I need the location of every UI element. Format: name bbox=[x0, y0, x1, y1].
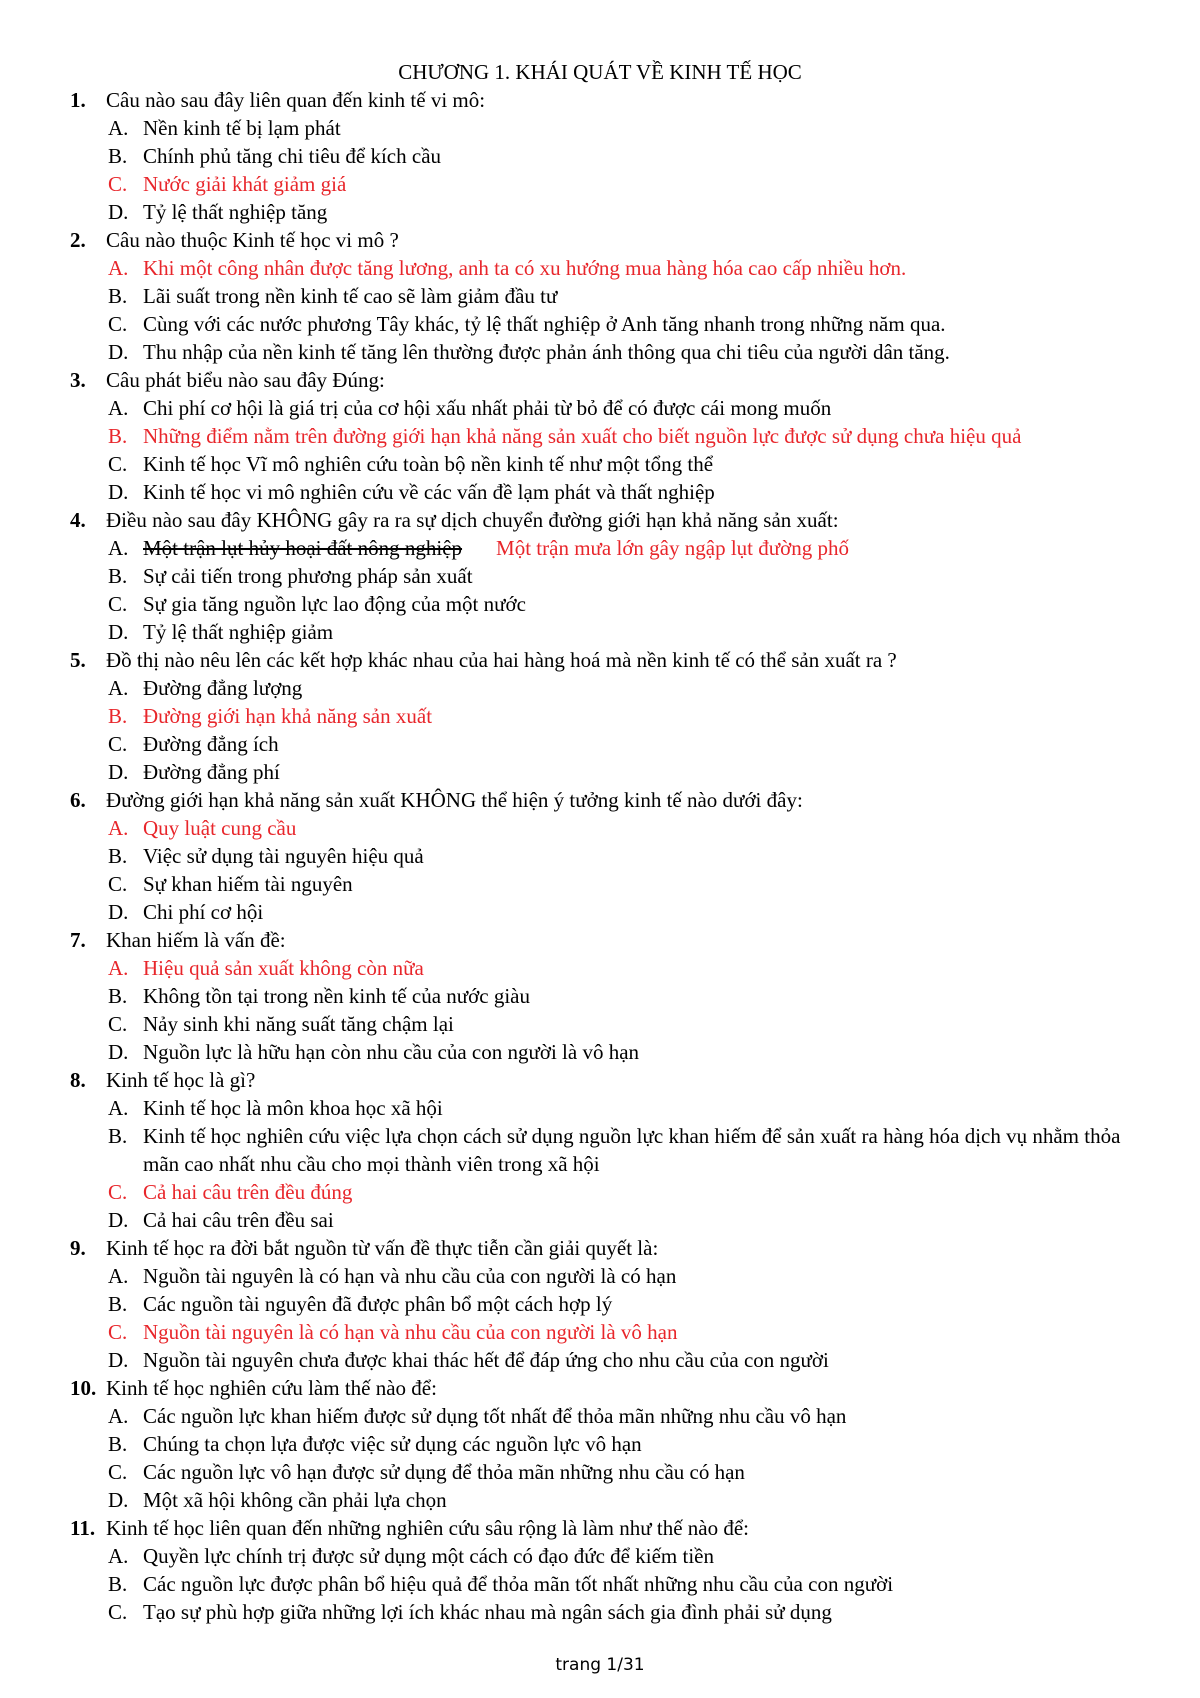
option-letter: A. bbox=[108, 256, 129, 280]
option-text: Tỷ lệ thất nghiệp tăng bbox=[143, 200, 328, 224]
option-letter: D. bbox=[108, 900, 129, 924]
question-number: 8. bbox=[70, 1068, 86, 1092]
option-letter: D. bbox=[108, 1348, 129, 1372]
option-5b-correct bbox=[70, 702, 1145, 730]
option-text: Việc sử dụng tài nguyên hiệu quả bbox=[143, 844, 424, 868]
option-letter: A. bbox=[108, 1096, 129, 1120]
option-text-correction: Một trận mưa lớn gây ngập lụt đường phố bbox=[496, 536, 849, 560]
chapter-title: CHƯƠNG 1. KHÁI QUÁT VỀ KINH TẾ HỌC bbox=[398, 60, 802, 84]
question-5 bbox=[70, 646, 1145, 674]
option-text: Nước giải khát giảm giá bbox=[143, 172, 347, 196]
option-letter: A. bbox=[108, 676, 129, 700]
option-2c bbox=[70, 310, 1145, 338]
option-text: Nguồn tài nguyên chưa được khai thác hết để đáp ứng cho nhu cầu của con người bbox=[143, 1348, 829, 1372]
option-text: Các nguồn tài nguyên đã được phân bổ một cách hợp lý bbox=[143, 1292, 613, 1316]
option-5d bbox=[70, 758, 1145, 786]
option-text: Nền kinh tế bị lạm phát bbox=[143, 116, 341, 140]
option-text: Hiệu quả sản xuất không còn nữa bbox=[143, 956, 424, 980]
option-text: Những điểm nằm trên đường giới hạn khả năng sản xuất cho biết nguồn lực được sử dụng chưa hiệu quả bbox=[143, 424, 1022, 448]
question-text: Khan hiếm là vấn đề: bbox=[106, 928, 286, 952]
option-1d bbox=[70, 198, 1145, 226]
option-text: Nguồn tài nguyên là có hạn và nhu cầu của con người là có hạn bbox=[143, 1264, 677, 1288]
option-text: Lãi suất trong nền kinh tế cao sẽ làm giảm đầu tư bbox=[143, 284, 558, 308]
option-9d bbox=[70, 1346, 1145, 1374]
option-9c-correct bbox=[70, 1318, 1145, 1346]
option-letter: C. bbox=[108, 1012, 128, 1036]
option-6b bbox=[70, 842, 1145, 870]
question-1 bbox=[70, 86, 1145, 114]
option-letter: D. bbox=[108, 1208, 129, 1232]
option-text: Quy luật cung cầu bbox=[143, 816, 297, 840]
option-text: Chi phí cơ hội bbox=[143, 900, 264, 924]
option-3a bbox=[70, 394, 1145, 422]
option-8b bbox=[70, 1122, 1145, 1178]
option-letter: D. bbox=[108, 760, 129, 784]
question-text: Kinh tế học nghiên cứu làm thế nào để: bbox=[106, 1376, 437, 1400]
option-text: Đường giới hạn khả năng sản xuất bbox=[143, 704, 433, 728]
question-text: Câu nào thuộc Kinh tế học vi mô ? bbox=[106, 228, 399, 252]
option-text: Sự cải tiến trong phương pháp sản xuất bbox=[143, 564, 473, 588]
question-text: Kinh tế học liên quan đến những nghiên cứu sâu rộng là làm như thế nào để: bbox=[106, 1516, 749, 1540]
question-7 bbox=[70, 926, 1145, 954]
option-9b bbox=[70, 1290, 1145, 1318]
option-text: Tỷ lệ thất nghiệp giảm bbox=[143, 620, 334, 644]
option-letter: B. bbox=[108, 844, 128, 868]
question-6 bbox=[70, 786, 1145, 814]
option-text: Các nguồn lực vô hạn được sử dụng để thỏa mãn những nhu cầu có hạn bbox=[143, 1460, 745, 1484]
option-text: Đường đẳng ích bbox=[143, 732, 279, 756]
option-2d bbox=[70, 338, 1145, 366]
question-number: 10. bbox=[70, 1376, 97, 1400]
option-2b bbox=[70, 282, 1145, 310]
option-text: Các nguồn lực được phân bổ hiệu quả để thỏa mãn tốt nhất những nhu cầu của con người bbox=[143, 1572, 894, 1596]
question-text: Kinh tế học ra đời bắt nguồn từ vấn đề thực tiễn cần giải quyết là: bbox=[106, 1236, 659, 1260]
option-letter: D. bbox=[108, 480, 129, 504]
option-text: Cả hai câu trên đều sai bbox=[143, 1208, 334, 1232]
question-text: Đồ thị nào nêu lên các kết hợp khác nhau của hai hàng hoá mà nền kinh tế có thể sản xuất ra ? bbox=[106, 648, 897, 672]
option-6d bbox=[70, 898, 1145, 926]
option-4c bbox=[70, 590, 1145, 618]
option-text: Khi một công nhân được tăng lương, anh ta có xu hướng mua hàng hóa cao cấp nhiều hơn. bbox=[143, 256, 907, 280]
option-1a bbox=[70, 114, 1145, 142]
option-letter: C. bbox=[108, 452, 128, 476]
option-10d bbox=[70, 1486, 1145, 1514]
option-text: Không tồn tại trong nền kinh tế của nước giàu bbox=[143, 984, 530, 1008]
option-letter: C. bbox=[108, 1600, 128, 1624]
question-number: 6. bbox=[70, 788, 86, 812]
option-letter: C. bbox=[108, 1180, 128, 1204]
option-11a bbox=[70, 1542, 1145, 1570]
option-11b bbox=[70, 1570, 1145, 1598]
option-letter: C. bbox=[108, 872, 128, 896]
question-number: 4. bbox=[70, 508, 86, 532]
option-letter: A. bbox=[108, 536, 129, 560]
option-letter: B. bbox=[108, 424, 128, 448]
option-letter: B. bbox=[108, 984, 128, 1008]
option-5c bbox=[70, 730, 1145, 758]
option-text: Một xã hội không cần phải lựa chọn bbox=[143, 1488, 447, 1512]
option-letter: C. bbox=[108, 1320, 128, 1344]
option-letter: A. bbox=[108, 816, 129, 840]
question-3 bbox=[70, 366, 1145, 394]
option-4b bbox=[70, 562, 1145, 590]
option-text: Cùng với các nước phương Tây khác, tỷ lệ thất nghiệp ở Anh tăng nhanh trong những năm qua. bbox=[143, 312, 946, 336]
question-number: 3. bbox=[70, 368, 86, 392]
question-list bbox=[70, 86, 1145, 1626]
question-10 bbox=[70, 1374, 1145, 1402]
option-letter: A. bbox=[108, 1264, 129, 1288]
question-text: Câu phát biểu nào sau đây Đúng: bbox=[106, 368, 385, 392]
option-10a bbox=[70, 1402, 1145, 1430]
option-letter: C. bbox=[108, 1460, 128, 1484]
option-text: Đường đẳng lượng bbox=[143, 676, 303, 700]
option-text: Các nguồn lực khan hiếm được sử dụng tốt nhất để thỏa mãn những nhu cầu vô hạn bbox=[143, 1404, 847, 1428]
question-number: 11. bbox=[70, 1516, 96, 1540]
option-10c bbox=[70, 1458, 1145, 1486]
option-text: Kinh tế học vi mô nghiên cứu về các vấn đề lạm phát và thất nghiệp bbox=[143, 480, 715, 504]
option-7d bbox=[70, 1038, 1145, 1066]
option-text: Cả hai câu trên đều đúng bbox=[143, 1180, 353, 1204]
option-letter: C. bbox=[108, 172, 128, 196]
option-letter: C. bbox=[108, 592, 128, 616]
option-6c bbox=[70, 870, 1145, 898]
question-text: Câu nào sau đây liên quan đến kinh tế vi mô: bbox=[106, 88, 486, 112]
option-text: Sự gia tăng nguồn lực lao động của một nước bbox=[143, 592, 526, 616]
option-letter: D. bbox=[108, 620, 129, 644]
option-2a-correct bbox=[70, 254, 1145, 282]
option-3c bbox=[70, 450, 1145, 478]
option-text: Nguồn lực là hữu hạn còn nhu cầu của con người là vô hạn bbox=[143, 1040, 640, 1064]
option-letter: D. bbox=[108, 1488, 129, 1512]
option-text: Thu nhập của nền kinh tế tăng lên thường được phản ánh thông qua chi tiêu của người dân tăng. bbox=[143, 340, 950, 364]
option-letter: A. bbox=[108, 116, 129, 140]
option-letter: C. bbox=[108, 732, 128, 756]
option-letter: D. bbox=[108, 200, 129, 224]
option-6a-correct bbox=[70, 814, 1145, 842]
option-letter: D. bbox=[108, 340, 129, 364]
question-number: 5. bbox=[70, 648, 86, 672]
option-letter: B. bbox=[108, 284, 128, 308]
question-4 bbox=[70, 506, 1145, 534]
question-8 bbox=[70, 1066, 1145, 1094]
option-text: Nguồn tài nguyên là có hạn và nhu cầu của con người là vô hạn bbox=[143, 1320, 678, 1344]
question-number: 9. bbox=[70, 1236, 86, 1260]
option-letter: A. bbox=[108, 1544, 129, 1568]
option-1b bbox=[70, 142, 1145, 170]
option-3d bbox=[70, 478, 1145, 506]
option-text: Kinh tế học nghiên cứu việc lựa chọn cách sử dụng nguồn lực khan hiếm để sản xuất ra hàng hóa dịch vụ nhằm thỏa mãn cao nhất nhu cầu cho mọi thành viên trong xã hội bbox=[143, 1124, 1121, 1176]
option-7c bbox=[70, 1010, 1145, 1038]
option-letter: D. bbox=[108, 1040, 129, 1064]
option-8d bbox=[70, 1206, 1145, 1234]
option-letter: B. bbox=[108, 1292, 128, 1316]
option-1c-correct bbox=[70, 170, 1145, 198]
option-3b-correct bbox=[70, 422, 1145, 450]
option-letter: A. bbox=[108, 396, 129, 420]
option-text: Chi phí cơ hội là giá trị của cơ hội xấu nhất phải từ bỏ để có được cái mong muốn bbox=[143, 396, 832, 420]
option-letter: B. bbox=[108, 704, 128, 728]
question-number: 1. bbox=[70, 88, 86, 112]
struck-option-text: Một trận lụt hủy hoại đất nông nghiệp bbox=[143, 536, 463, 560]
option-letter: B. bbox=[108, 144, 128, 168]
option-text: Chúng ta chọn lựa được việc sử dụng các nguồn lực vô hạn bbox=[143, 1432, 642, 1456]
question-9 bbox=[70, 1234, 1145, 1262]
option-10b bbox=[70, 1430, 1145, 1458]
option-4a bbox=[70, 534, 1145, 562]
option-text: Kinh tế học Vĩ mô nghiên cứu toàn bộ nền kinh tế như một tổng thể bbox=[143, 452, 714, 476]
question-2 bbox=[70, 226, 1145, 254]
option-8a bbox=[70, 1094, 1145, 1122]
option-8c-correct bbox=[70, 1178, 1145, 1206]
question-text: Kinh tế học là gì? bbox=[106, 1068, 256, 1092]
question-11 bbox=[70, 1514, 1145, 1542]
option-7a-correct bbox=[70, 954, 1145, 982]
option-text: Chính phủ tăng chi tiêu để kích cầu bbox=[143, 144, 442, 168]
question-number: 7. bbox=[70, 928, 86, 952]
option-text: Đường đẳng phí bbox=[143, 760, 280, 784]
option-text: Tạo sự phù hợp giữa những lợi ích khác nhau mà ngân sách gia đình phải sử dụng bbox=[143, 1600, 832, 1624]
question-number: 2. bbox=[70, 228, 86, 252]
question-text: Điều nào sau đây KHÔNG gây ra ra sự dịch chuyển đường giới hạn khả năng sản xuất: bbox=[106, 508, 839, 532]
option-7b bbox=[70, 982, 1145, 1010]
option-letter: A. bbox=[108, 956, 129, 980]
option-text: Nảy sinh khi năng suất tăng chậm lại bbox=[143, 1012, 454, 1036]
question-text: Đường giới hạn khả năng sản xuất KHÔNG thể hiện ý tưởng kinh tế nào dưới đây: bbox=[106, 788, 803, 812]
option-text: Quyền lực chính trị được sử dụng một cách có đạo đức để kiếm tiền bbox=[143, 1544, 714, 1568]
option-letter: B. bbox=[108, 564, 128, 588]
option-4d bbox=[70, 618, 1145, 646]
option-11c bbox=[70, 1598, 1145, 1626]
option-9a bbox=[70, 1262, 1145, 1290]
option-5a bbox=[70, 674, 1145, 702]
option-text: Kinh tế học là môn khoa học xã hội bbox=[143, 1096, 443, 1120]
page-number: trang 1/31 bbox=[555, 1655, 645, 1675]
option-text: Sự khan hiếm tài nguyên bbox=[143, 872, 353, 896]
option-letter: C. bbox=[108, 312, 128, 336]
option-letter: A. bbox=[108, 1404, 129, 1428]
option-letter: B. bbox=[108, 1572, 128, 1596]
option-letter: B. bbox=[108, 1432, 128, 1456]
option-letter: B. bbox=[108, 1124, 128, 1148]
